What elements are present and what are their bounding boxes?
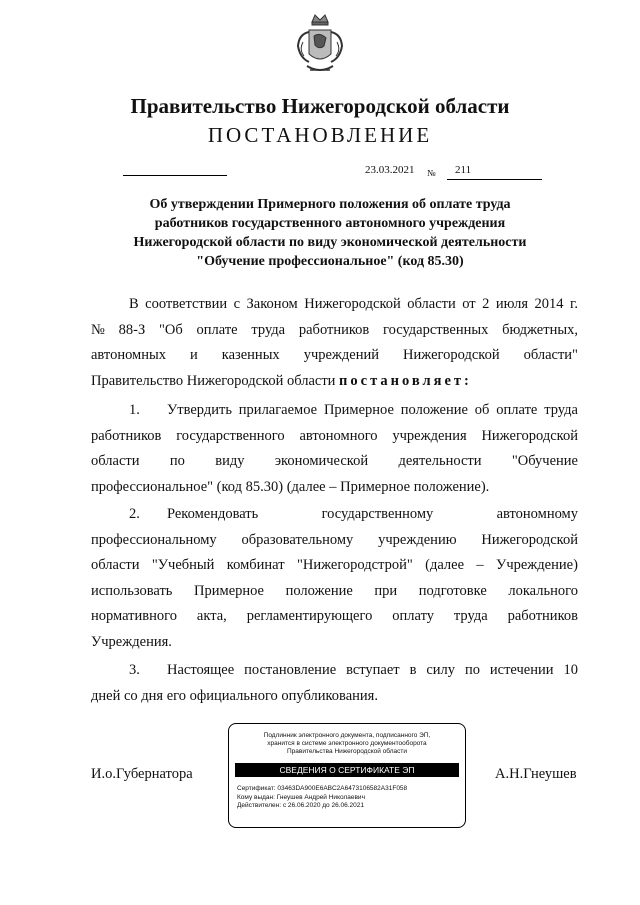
justified-line (91, 658, 578, 684)
word: истечении (489, 662, 554, 678)
word: постановление (244, 662, 337, 678)
number-label: № (427, 168, 436, 178)
justified-line (91, 528, 578, 554)
word: области" (523, 347, 578, 363)
word: 2 (482, 296, 490, 312)
word: оплату (392, 608, 434, 624)
stamp-note-line: Правительства Нижегородской области (286, 748, 408, 755)
government-title: Правительство Нижегородской области (130, 94, 510, 118)
word: 10 (563, 662, 578, 678)
text-line: Учреждения. (91, 633, 172, 650)
word: работников (298, 321, 370, 338)
word: труда (453, 608, 488, 624)
stamp-header: СВЕДЕНИЯ О СЕРТИФИКАТЕ ЭП (235, 763, 459, 777)
word: "Нижегородстрой" (296, 557, 413, 573)
word: государственному (321, 506, 434, 522)
word: по (464, 662, 480, 678)
text-line (91, 369, 578, 395)
word: комбинат (226, 557, 285, 573)
text-line: профессиональное" (код 85.30) (далее – Примерное положение). (91, 478, 490, 495)
word: 2014 (534, 296, 564, 312)
word: области (91, 557, 140, 573)
item-1-paragraph (91, 398, 578, 500)
electronic-signature-stamp (228, 723, 466, 828)
word: государственного (176, 427, 285, 444)
word: использовать (91, 582, 173, 599)
signatory-name: А.Н.Гнеушев (495, 766, 577, 782)
document-number: 211 (447, 164, 542, 180)
word: нормативного (91, 608, 177, 624)
item-number: 2. (129, 506, 140, 522)
word: по (169, 453, 185, 469)
stamp-note (229, 732, 465, 756)
word: июля (495, 296, 529, 312)
line-words (167, 658, 578, 684)
word: учреждений (303, 347, 380, 363)
word: работников (91, 427, 162, 444)
word: оплате (496, 402, 538, 418)
word: виду (215, 453, 245, 469)
word: положение (400, 402, 468, 418)
word: учреждению (378, 531, 457, 548)
coat-of-arms-emblem (295, 12, 345, 80)
title-line: "Обучение профессиональное" (код 85.30) (196, 254, 464, 269)
item-2-paragraph (91, 502, 578, 655)
word: "Обучение (511, 453, 578, 469)
text-line: дней со дня его официального опубликования. (91, 687, 378, 704)
word: "Учебный (151, 557, 215, 573)
line-words (167, 502, 578, 528)
word: автономного (299, 427, 378, 444)
word: Нижегородской (481, 531, 578, 548)
title-line: работников государственного автономного учреждения (154, 216, 506, 231)
word: локального (508, 582, 578, 599)
preamble-text: Правительство Нижегородской области (91, 372, 336, 389)
word: г. (570, 296, 578, 312)
word: области (91, 453, 140, 469)
word: Нижегородской (481, 427, 578, 444)
word: В (129, 296, 139, 312)
title-line: Нижегородской области по виду экономической деятельности (133, 235, 527, 250)
word: при (374, 582, 398, 599)
word: с (233, 296, 241, 312)
line-words (167, 398, 578, 424)
word: профессиональному (91, 531, 217, 548)
word: в (409, 662, 417, 678)
word: положение (285, 582, 353, 599)
justified-line (91, 318, 578, 344)
word: работников (507, 608, 578, 624)
justified-line (91, 449, 578, 475)
word: Законом (246, 296, 298, 312)
word: деятельности (398, 453, 482, 469)
word: Примерное (194, 582, 264, 599)
stamp-note-line: Подлинник электронного документа, подписанного ЭП, (263, 732, 431, 739)
document-title (100, 195, 560, 271)
word: об (474, 402, 490, 418)
word: подготовке (418, 582, 487, 599)
stamp-info (237, 785, 465, 811)
word: (далее (425, 557, 465, 573)
signatory-position: И.о.Губернатора (91, 766, 193, 782)
stamp-issued-to: Кому выдан: Гнеушев Андрей Николаевич (237, 793, 365, 801)
word: силу (426, 662, 456, 678)
word: бюджетных, (502, 321, 578, 338)
word: Нижегородской (304, 296, 401, 312)
justified-line (91, 292, 578, 318)
word: труда (544, 402, 578, 418)
document-type: ПОСТАНОВЛЕНИЕ (207, 123, 433, 147)
word: регламентирующего (246, 608, 373, 624)
item-number: 1. (129, 402, 140, 418)
word: соответствии (145, 296, 228, 312)
word: 88-З (118, 321, 146, 338)
word: казенных (221, 347, 280, 363)
word: экономической (274, 453, 369, 469)
word: прилагаемое (238, 402, 318, 418)
word: Рекомендовать (167, 506, 259, 522)
date-blank-line (123, 175, 227, 176)
item-3-paragraph (91, 658, 578, 709)
justified-line (91, 604, 578, 630)
justified-line (91, 424, 578, 450)
preamble-paragraph (91, 292, 578, 394)
word: области (407, 296, 456, 312)
word: оплате (196, 321, 238, 338)
word: труда (251, 321, 286, 338)
word: Нижегородской (403, 347, 500, 363)
word: государственных (383, 321, 489, 338)
decree-word: постановляет: (339, 372, 472, 389)
justified-line (91, 343, 578, 369)
word: от (462, 296, 476, 312)
justified-line (91, 579, 578, 605)
word: акта, (196, 608, 227, 624)
stamp-certificate: Сертификат: 03463DA900E6ABC2A6473106582A31F058 (237, 785, 408, 792)
document-date: 23.03.2021 (365, 164, 415, 176)
justified-line (91, 553, 578, 579)
justified-line (91, 398, 578, 424)
word: образовательному (241, 531, 354, 548)
word: № (91, 321, 105, 338)
word: "Об (158, 321, 183, 338)
item-number: 3. (129, 662, 140, 678)
stamp-note-line: хранится в системе электронного документооборота (267, 740, 427, 747)
word: автономных (91, 347, 166, 363)
word: и (189, 347, 198, 363)
word: автономному (496, 506, 578, 522)
word: – (476, 557, 484, 573)
stamp-validity: Действителен: с 26.06.2020 до 26.06.2021 (237, 802, 365, 809)
word: Примерное (323, 402, 394, 418)
word: Учреждение) (496, 557, 578, 573)
justified-line (91, 502, 578, 528)
word: Утвердить (167, 402, 232, 418)
word: вступает (346, 662, 400, 678)
word: Настоящее (167, 662, 235, 678)
word: учреждения (392, 427, 467, 444)
title-line: Об утверждении Примерного положения об оплате труда (149, 197, 511, 212)
